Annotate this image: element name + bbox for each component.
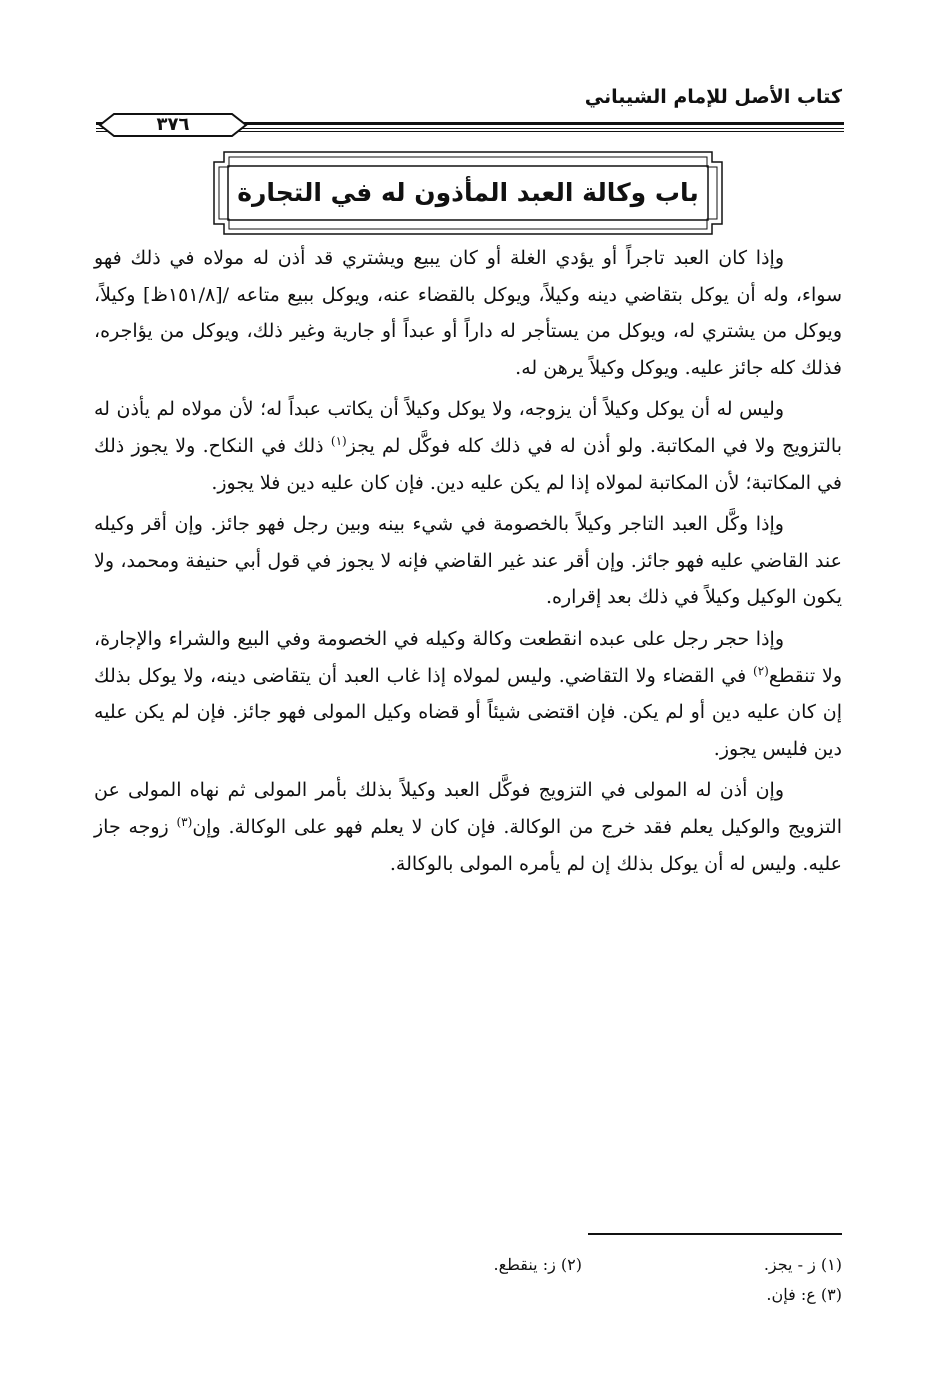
paragraph-text: زوجه جاز عليه. وليس له أن يوكل بذلك إن لم يأمره المولى بالوكالة.	[94, 815, 842, 875]
paragraph-text: وإذا كان العبد تاجراً أو يؤدي الغلة أو كان يبيع ويشتري قد أذن له مولاه في ذلك فهو سواء، وله أن يوكل بتقاضي دينه وكيلاً، ويوكل بالقضاء عنه، ويوكل ببيع متاعه /[١٥١/٨ظ] وكيلاً، ويوكل من يشتري له، ويوكل من يستأجر له داراً أو عبداً أو جارية وغير ذلك، ويوكل من يؤاجره، فذلك كله جائز عليه. ويوكل وكيلاً يرهن له.	[94, 247, 842, 379]
footnote-ref: (٣)	[176, 814, 193, 829]
footnote-ref: (١)	[330, 433, 347, 448]
footnote-marker: (٢)	[560, 1255, 582, 1274]
footnote-marker: (٣)	[820, 1285, 842, 1304]
page-number-badge	[98, 112, 248, 138]
paragraph	[94, 621, 842, 767]
footnote-ref: (٢)	[753, 663, 769, 678]
footnote-3	[582, 1280, 842, 1310]
chapter-title-frame	[212, 150, 724, 236]
footnotes	[94, 1250, 842, 1310]
page-number: ٣٧٦	[156, 114, 190, 135]
footnote-text: ز - يجز.	[763, 1255, 816, 1274]
footnote-text: ع: فإن.	[766, 1285, 816, 1304]
main-text	[94, 240, 842, 887]
paragraph-text: وليس له أن يوكل وكيلاً أن يزوجه، ولا يوكل وكيلاً أن يكاتب عبداً له؛ لأن مولاه لم يأذن له بالتزويج ولا في المكاتبة. ولو أذن له في ذلك كله فوكَّل لم يجز	[94, 398, 842, 457]
paragraph	[94, 772, 842, 882]
paragraph-text: وإذا وكَّل العبد التاجر وكيلاً بالخصومة في شيء بينه وبين رجل فهو جائز. وإن أقر وكيله عند القاضي عليه فهو جائز. وإن أقر عند غير القاضي فإنه لا يجوز في قول أبي حنيفة ومحمد، ولا يكون الوكيل وكيلاً في ذلك بعد إقراره.	[94, 513, 842, 609]
footnote-text: ز: ينقطع.	[493, 1255, 556, 1274]
running-title: كتاب الأصل للإمام الشيباني	[584, 86, 842, 108]
footnote-marker: (١)	[820, 1255, 842, 1274]
paragraph-text: في القضاء ولا التقاضي. وليس لمولاه إذا غاب العبد أن يتقاضى دينه، ولا يوكل بذلك إن كان عليه دين أو لم يكن. فإن اقتضى شيئاً أو قضاه وكيل المولى فهو جائز. فإن لم يكن عليه دين فليس يجوز.	[94, 664, 842, 760]
paragraph-text: ذلك في النكاح. ولا يجوز ذلك في المكاتبة؛ لأن المكاتبة لمولاه إذا لم يكن عليه دين. فإن كان عليه دين فلا يجوز.	[94, 434, 842, 494]
footnote-1	[582, 1250, 842, 1280]
footnote-2	[322, 1250, 582, 1280]
paragraph-text: وإذا حجر رجل على عبده انقطعت وكالة وكيله في الخصومة وفي البيع والشراء والإجارة، ولا تنقطع	[94, 627, 842, 687]
footnote-rule	[588, 1233, 842, 1235]
paragraph	[94, 240, 842, 386]
chapter-title: باب وكالة العبد المأذون له في التجارة	[237, 178, 699, 207]
paragraph-text: وإن أذن له المولى في التزويج فوكَّل العبد وكيلاً بذلك بأمر المولى ثم نهاه المولى عن التزويج والوكيل يعلم فقد خرج من الوكالة. فإن كان لا يعلم فهو على الوكالة. وإن	[94, 779, 842, 838]
paragraph	[94, 391, 842, 501]
paragraph	[94, 506, 842, 616]
